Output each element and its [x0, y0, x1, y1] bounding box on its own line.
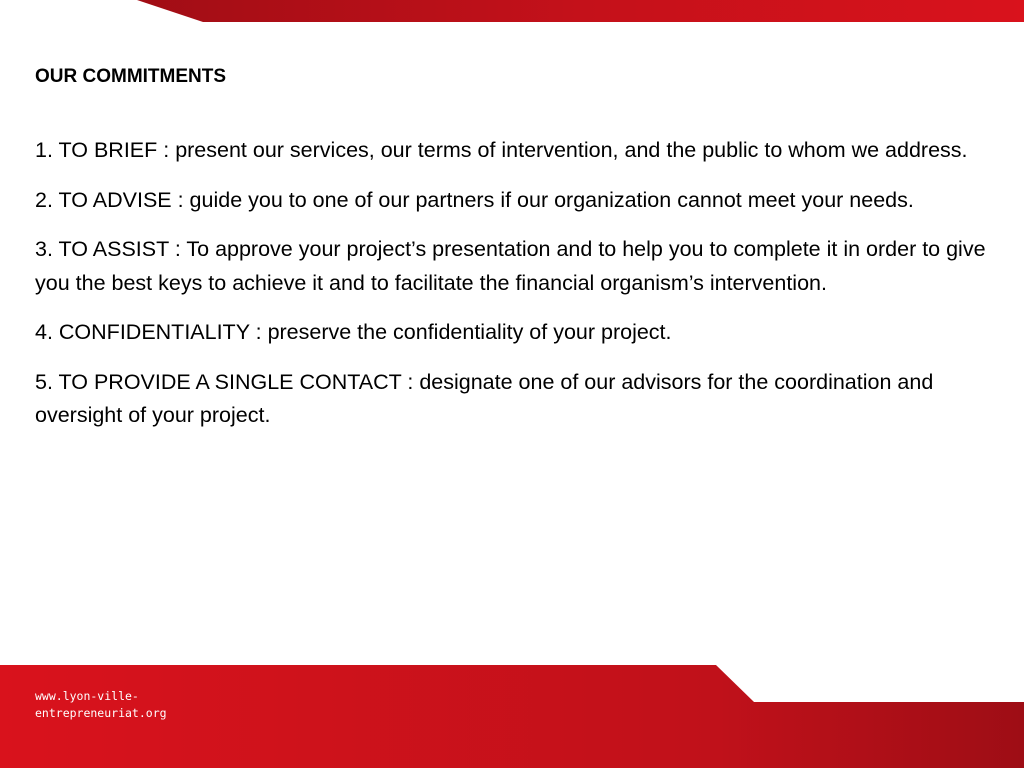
commitment-item-1: 1. TO BRIEF : present our services, our terms of intervention, and the public to whom we address.: [35, 138, 968, 162]
top-red-band: [0, 0, 1024, 22]
commitment-item-5: 5. TO PROVIDE A SINGLE CONTACT : designate one of our advisors for the coordination and oversight of your project.: [35, 369, 934, 427]
commitment-item-2: 2. TO ADVISE : guide you to one of our partners if our organization cannot meet your needs.: [35, 187, 914, 212]
commitment-item-3: 3. TO ASSIST : To approve your project’s presentation and to help you to complete it in order to give you the best keys to achieve it and to facilitate the financial organism’s intervention.: [35, 237, 986, 295]
footer-url-line-1: www.lyon-ville-: [35, 689, 139, 703]
slide-title: OUR COMMITMENTS: [35, 66, 227, 87]
commitments-list: [35, 134, 995, 449]
commitment-item-4: 4. CONFIDENTIALITY : preserve the confidentiality of your project.: [35, 320, 672, 344]
footer-url-line-2: entrepreneuriat.org: [35, 706, 167, 720]
footer-website-url: [35, 688, 235, 722]
